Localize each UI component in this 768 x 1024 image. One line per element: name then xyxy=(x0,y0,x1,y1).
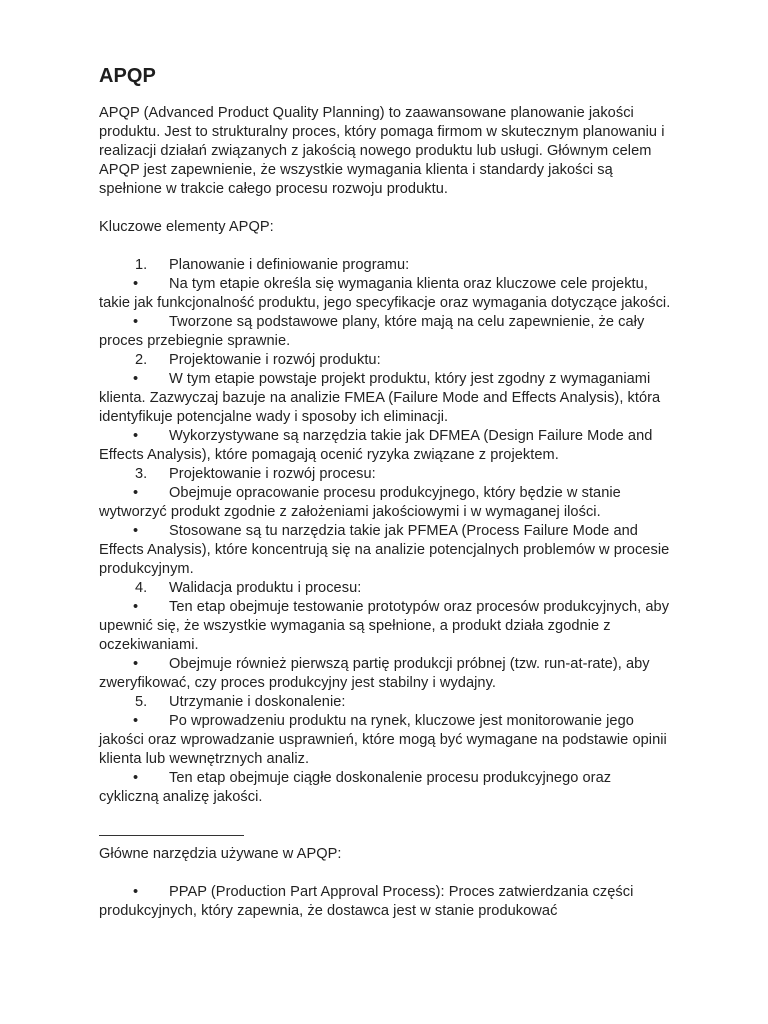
section-title: Projektowanie i rozwój produktu: xyxy=(169,352,381,368)
section-title: Planowanie i definiowanie programu: xyxy=(169,257,410,273)
bullet-text: Tworzone są podstawowe plany, które mają na celu zapewnienie, że cały proces przebiegnie sprawnie. xyxy=(99,314,645,349)
bullet-icon: • xyxy=(133,276,139,292)
bullet-icon: • xyxy=(133,428,139,444)
bullet-item xyxy=(99,712,671,769)
section-number: 4. xyxy=(135,580,148,596)
section-title: Projektowanie i rozwój procesu: xyxy=(169,466,376,482)
section-title: Utrzymanie i doskonalenie: xyxy=(169,694,346,710)
document xyxy=(99,62,671,921)
bullet-icon: • xyxy=(133,884,139,900)
bullet-icon: • xyxy=(133,523,139,539)
section-item xyxy=(99,465,671,484)
document-title: APQP xyxy=(99,65,156,87)
section-item xyxy=(99,351,671,370)
bullet-item xyxy=(99,427,671,465)
section-title: Walidacja produktu i procesu: xyxy=(169,580,362,596)
tool-text: PPAP (Production Part Approval Process): Proces zatwierdzania części produkcyjnych, który zapewnia, że dostawca jest w stanie produkować xyxy=(99,884,634,919)
bullet-text: Obejmuje opracowanie procesu produkcyjnego, który będzie w stanie wytworzyć produkt zgodnie z założeniami jakościowymi i w wymaganej ilości. xyxy=(99,485,621,520)
bullet-item xyxy=(99,313,671,351)
bullet-icon: • xyxy=(133,770,139,786)
section-number: 5. xyxy=(135,694,148,710)
spacer xyxy=(99,807,671,826)
spacer xyxy=(99,237,671,256)
section-item xyxy=(99,256,671,275)
bullet-item xyxy=(99,275,671,313)
spacer xyxy=(99,199,671,218)
bullet-item xyxy=(99,522,671,579)
section-item xyxy=(99,579,671,598)
tools-heading: Główne narzędzia używane w APQP: xyxy=(99,846,342,862)
elements-heading: Kluczowe elementy APQP: xyxy=(99,219,274,235)
bullet-text: Stosowane są tu narzędzia takie jak PFMEA (Process Failure Mode and Effects Analysis), które koncentrują się na analizie potencjalnych problemów w procesie produkcyjnym. xyxy=(99,523,670,577)
bullet-icon: • xyxy=(133,314,139,330)
bullet-item xyxy=(99,484,671,522)
tools-list xyxy=(99,883,671,921)
spacer xyxy=(99,864,671,883)
bullet-item xyxy=(99,769,671,807)
horizontal-rule xyxy=(99,826,671,845)
bullet-icon: • xyxy=(133,599,139,615)
bullet-item xyxy=(99,655,671,693)
tool-item xyxy=(99,883,671,921)
bullet-text: W tym etapie powstaje projekt produktu, który jest zgodny z wymaganiami klienta. Zazwyczaj bazuje na analizie FMEA (Failure Mode and Effects Analysis), która identyfikuje potencjalne wady i sposoby ich eliminacji. xyxy=(99,371,661,425)
bullet-icon: • xyxy=(133,656,139,672)
bullet-text: Wykorzystywane są narzędzia takie jak DFMEA (Design Failure Mode and Effects Analysis), które pomagają ocenić ryzyka związane z projektem. xyxy=(99,428,653,463)
section-number: 3. xyxy=(135,466,148,482)
bullet-item xyxy=(99,370,671,427)
section-item xyxy=(99,693,671,712)
bullet-text: Ten etap obejmuje testowanie prototypów oraz procesów produkcyjnych, aby upewnić się, że wszystkie wymagania są spełnione, a produkt działa zgodnie z oczekiwaniami. xyxy=(99,599,670,653)
section-number: 1. xyxy=(135,257,148,273)
bullet-text: Obejmuje również pierwszą partię produkcji próbnej (tzw. run-at-rate), aby zweryfikować, czy proces produkcyjny jest stabilny i wydajny. xyxy=(99,656,650,691)
bullet-text: Na tym etapie określa się wymagania klienta oraz kluczowe cele projektu, takie jak funkcjonalność produktu, jego specyfikacje oraz wymagania dotyczące jakości. xyxy=(99,276,671,311)
intro-paragraph: APQP (Advanced Product Quality Planning) to zaawansowane planowanie jakości produktu. Jest to strukturalny proces, który pomaga firmom w skutecznym planowaniu i realizacji działań związanych z jakością nowego produktu lub usługi. Głównym celem APQP jest zapewnienie, że wszystkie wymagania klienta i standardy jakości są spełnione w trakcie całego procesu rozwoju produktu. xyxy=(99,105,665,197)
bullet-icon: • xyxy=(133,713,139,729)
sections-list xyxy=(99,256,671,807)
bullet-text: Ten etap obejmuje ciągłe doskonalenie procesu produkcyjnego oraz cykliczną analizę jakości. xyxy=(99,770,612,805)
bullet-text: Po wprowadzeniu produktu na rynek, kluczowe jest monitorowanie jego jakości oraz wprowadzanie usprawnień, które mogą być wymagane na podstawie opinii klienta lub wewnętrznych analiz. xyxy=(99,713,667,767)
bullet-item xyxy=(99,598,671,655)
section-number: 2. xyxy=(135,352,148,368)
bullet-icon: • xyxy=(133,371,139,387)
bullet-icon: • xyxy=(133,485,139,501)
